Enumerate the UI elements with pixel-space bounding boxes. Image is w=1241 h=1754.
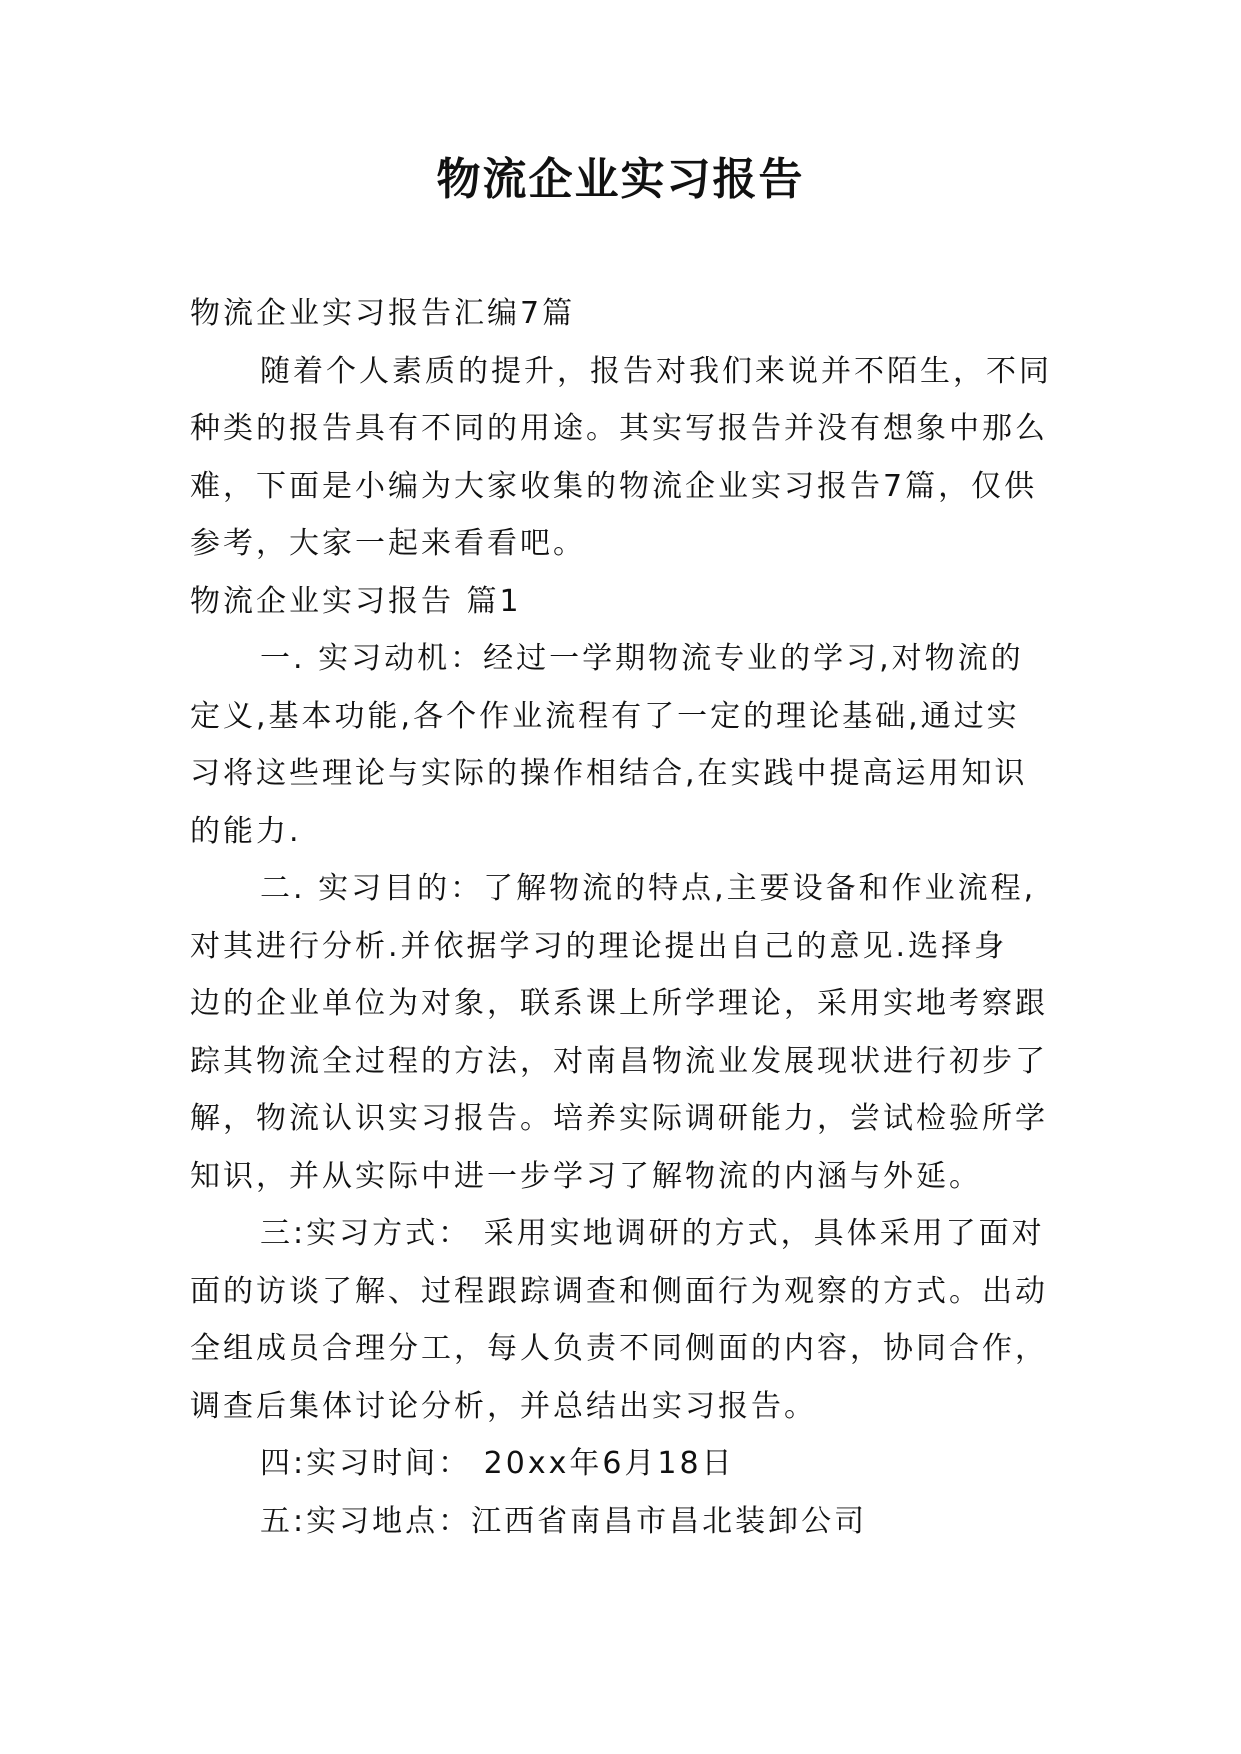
text-line: 全组成员合理分工，每人负责不同侧面的内容，协同合作， xyxy=(190,1331,1048,1366)
text-line: 边的企业单位为对象，联系课上所学理论，采用实地考察跟 xyxy=(190,986,1048,1021)
text-line: 对其进行分析.并依据学习的理论提出自己的意见.选择身 xyxy=(190,928,1008,964)
text-line: 参考，大家一起来看看吧。 xyxy=(190,526,586,561)
text-line: 二. 实习目的：了解物流的特点,主要设备和作业流程, xyxy=(260,871,1037,906)
text-line: 面的访谈了解、过程跟踪调查和侧面行为观察的方式。出动 xyxy=(190,1273,1048,1309)
text-line: 一. 实习动机：经过一学期物流专业的学习,对物流的 xyxy=(260,641,1024,676)
text-line: 三:实习方式： 采用实地调研的方式，具体采用了面对 xyxy=(260,1216,1045,1251)
text-line: 物流企业实习报告汇编7篇 xyxy=(190,296,576,331)
text-line: 调查后集体讨论分析，并总结出实习报告。 xyxy=(190,1388,817,1424)
text-line: 知识，并从实际中进一步学习了解物流的内涵与外延。 xyxy=(190,1158,982,1194)
text-line: 踪其物流全过程的方法，对南昌物流业发展现状进行初步了 xyxy=(190,1043,1048,1079)
text-line: 解，物流认识实习报告。培养实际调研能力，尝试检验所学 xyxy=(190,1101,1048,1136)
text-line: 种类的报告具有不同的用途。其实写报告并没有想象中那么 xyxy=(190,411,1048,446)
text-line: 物流企业实习报告 篇1 xyxy=(190,583,522,619)
text-line: 四:实习时间： 20xx年6月18日 xyxy=(260,1446,735,1481)
text-line: 难，下面是小编为大家收集的物流企业实习报告7篇，仅供 xyxy=(190,468,1038,504)
text-line: 习将这些理论与实际的操作相结合,在实践中提高运用知识 xyxy=(190,756,1028,791)
text-line: 的能力. xyxy=(190,813,302,849)
text-line: 随着个人素质的提升，报告对我们来说并不陌生，不同 xyxy=(260,353,1052,389)
text-line: 定义,基本功能,各个作业流程有了一定的理论基础,通过实 xyxy=(190,698,1020,734)
document-body xyxy=(190,285,1060,1550)
text-line: 五:实习地点：江西省南昌市昌北装卸公司 xyxy=(260,1503,868,1539)
document-title: 物流企业实习报告 xyxy=(436,154,805,205)
